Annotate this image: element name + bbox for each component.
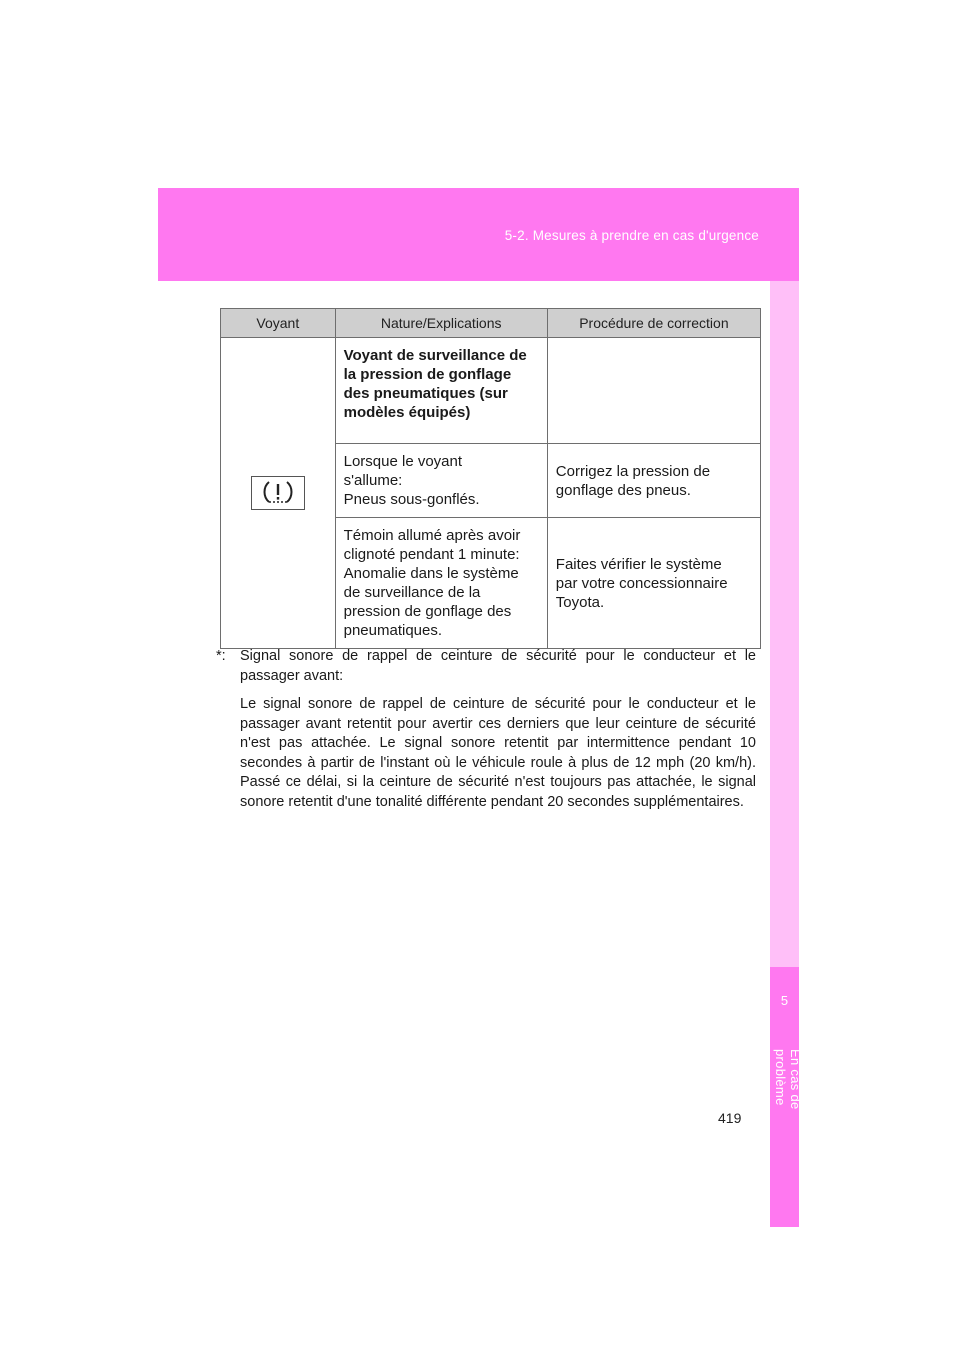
- row2-explanation-line: de surveillance de la: [343, 584, 481, 601]
- section-header-band: [158, 188, 799, 281]
- row1-correction-line: gonflage des pneus.: [555, 481, 691, 499]
- tire-pressure-warning-icon: [251, 476, 305, 510]
- row2-explanation-line: pression de gonflage des: [343, 603, 512, 620]
- header-procedure: Procédure de correction: [547, 309, 760, 338]
- tire-pressure-warning-icon-graphic: [252, 477, 304, 509]
- chapter-label: En cas de problème: [773, 1049, 803, 1110]
- row2-explanation: [335, 518, 547, 649]
- warning-light-table: [220, 308, 761, 649]
- row1-correction-line: Corrigez la pression de: [555, 462, 711, 480]
- indicator-title-correction: [547, 338, 760, 444]
- row2-correction-line: par votre concessionnaire: [555, 574, 728, 592]
- seatbelt-reminder-note: [216, 647, 756, 812]
- chapter-side-strip: [770, 281, 803, 1169]
- row2-explanation-line: clignoté pendant 1 minute:: [343, 546, 520, 563]
- row1-explanation-line: s'allume:: [343, 472, 403, 489]
- note-heading: Signal sonore de rappel de ceinture de sécurité pour le conducteur et le passager avant:: [240, 648, 756, 684]
- indicator-title: Voyant de surveillance de la pression de gonflage des pneumatiques (sur modèles équipés): [335, 338, 547, 444]
- row1-explanation-line: Pneus sous-gonflés.: [343, 491, 480, 508]
- table-row: [221, 338, 761, 444]
- row2-correction-line: Faites vérifier le système: [555, 555, 722, 573]
- row2-correction-line: Toyota.: [555, 593, 605, 611]
- row1-explanation: [335, 444, 547, 518]
- chapter-number: 5: [780, 993, 789, 1008]
- page-number: 419: [718, 1110, 742, 1126]
- table-header-row: [221, 309, 761, 338]
- row2-explanation-line: Anomalie dans le système: [343, 565, 519, 582]
- note-marker: *:: [216, 648, 226, 664]
- row2-explanation-line: pneumatiques.: [343, 622, 443, 639]
- row2-explanation-line: Témoin allumé après avoir: [343, 527, 521, 544]
- indicator-cell: [221, 338, 336, 649]
- header-voyant: Voyant: [221, 309, 336, 338]
- row1-explanation-line: Lorsque le voyant: [343, 453, 463, 470]
- row1-correction: [547, 444, 760, 518]
- section-title: 5-2. Mesures à prendre en cas d'urgence: [504, 228, 759, 243]
- row2-correction: [547, 518, 760, 649]
- note-body: Le signal sonore de rappel de ceinture de sécurité pour le conducteur et le passager avant retentit pour avertir ces derniers que leur ceinture de sécurité n'est pas attachée. Le signal sonore retentit par intermittence pendant 10 secondes à partir de l'instant où le véhicule roule à plus de 12 mph (20 km/h). Passé ce délai, si la ceinture de sécurité n'est toujours pas attachée, le signal sonore retentit d'une tonalité différente pendant 20 secondes supplémentaires.: [240, 696, 756, 810]
- header-nature: Nature/Explications: [335, 309, 547, 338]
